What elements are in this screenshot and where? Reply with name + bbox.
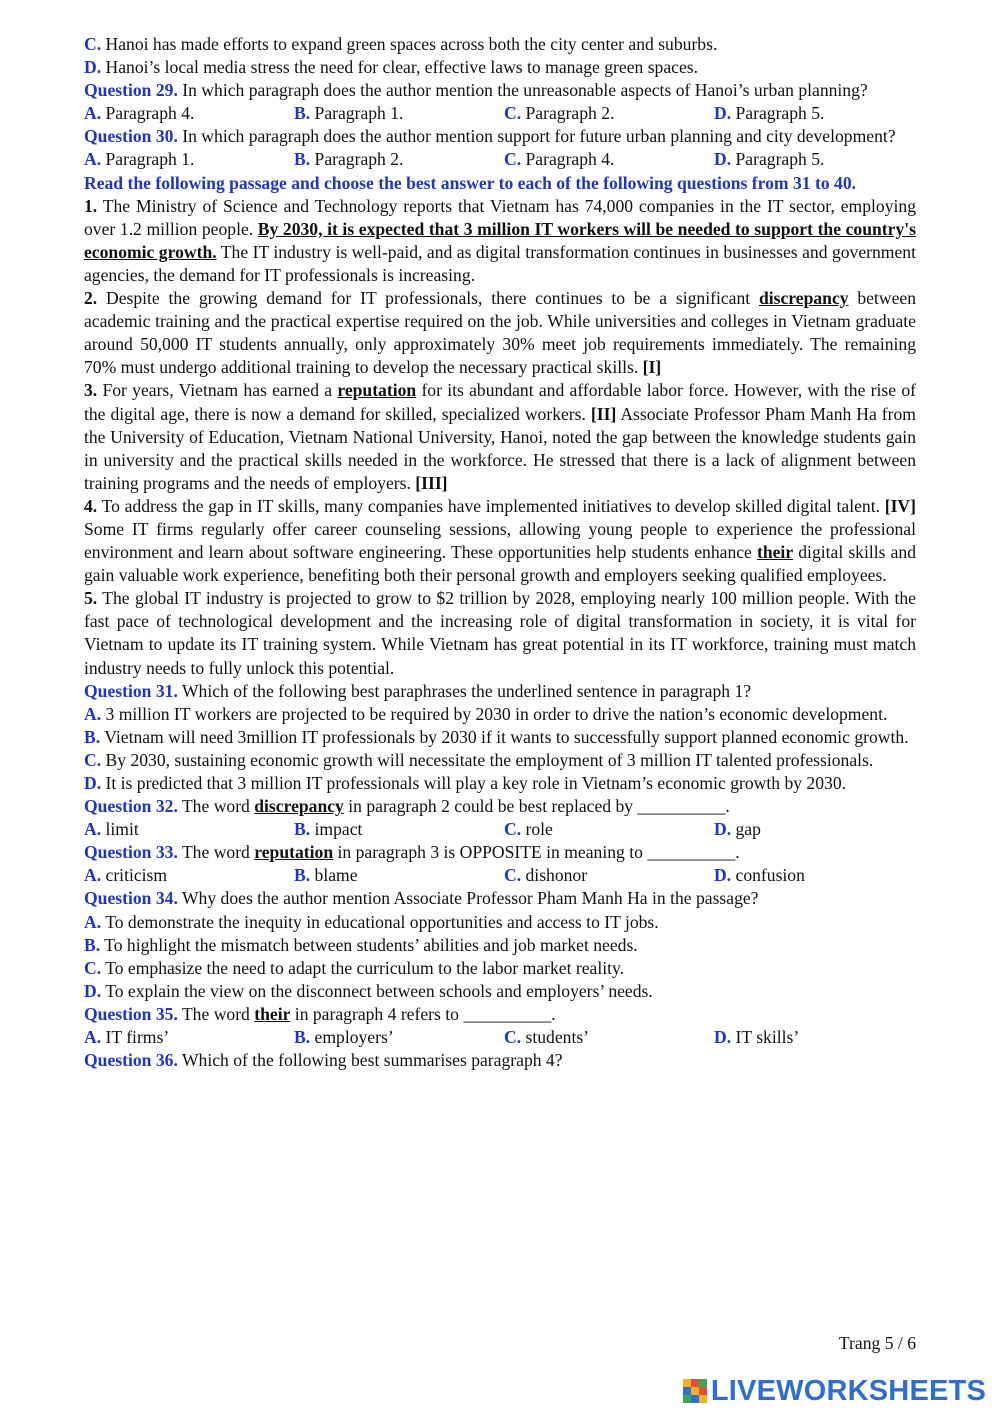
- q34-option-b[interactable]: B. To highlight the mismatch between students’ abilities and job market needs.: [84, 934, 638, 955]
- reading-instruction: Read the following passage and choose the best answer to each of the following questions from 31 to 40.: [84, 172, 857, 193]
- q32-option-c[interactable]: C. role: [504, 819, 553, 840]
- q31-option-b[interactable]: B. Vietnam will need 3million IT professionals by 2030 if it wants to successfully support planned economic growth.: [84, 726, 909, 747]
- q35-option-c[interactable]: C. students’: [504, 1027, 590, 1048]
- q31-option-c[interactable]: C. By 2030, sustaining economic growth will necessitate the employment of 3 million IT talented professionals.: [84, 749, 874, 770]
- question-30: Question 30. In which paragraph does the author mention support for future urban planning and city development?: [84, 126, 896, 147]
- q28-option-d: D. Hanoi’s local media stress the need for clear, effective laws to manage green spaces.: [84, 57, 699, 78]
- q30-option-c[interactable]: C. Paragraph 4.: [504, 149, 615, 170]
- q35-option-a[interactable]: A. IT firms’: [84, 1027, 170, 1048]
- q33-option-c[interactable]: C. dishonor: [504, 865, 588, 886]
- q33-option-b[interactable]: B. blame: [294, 865, 358, 886]
- q33-option-d[interactable]: D. confusion: [714, 865, 805, 886]
- page-number: Trang 5 / 6: [838, 1333, 916, 1353]
- question-35-options: [84, 1026, 916, 1049]
- q35-option-b[interactable]: B. employers’: [294, 1027, 394, 1048]
- passage-paragraph-5: 5. The global IT industry is projected to grow to $2 trillion by 2028, employing nearly 100 million people. With the fast pace of technological development and the increasing role of digital transformation in society, it is vital for Vietnam to update its IT training system. While Vietnam has great potential in its IT workforce, training must match industry needs to fully unlock this potential.: [84, 588, 916, 678]
- question-34: Question 34. Why does the author mention Associate Professor Pham Manh Ha in the passage?: [84, 888, 759, 909]
- question-35: Question 35. The word their in paragraph 4 refers to __________.: [84, 1003, 556, 1024]
- q30-option-d[interactable]: D. Paragraph 5.: [714, 149, 825, 170]
- question-29-options: [84, 102, 916, 125]
- passage-paragraph-2: 2. Despite the growing demand for IT professionals, there continues to be a significant discrepancy between academic training and the practical expertise required on the job. While universities and colleges in Vietnam graduate around 50,000 IT students annually, only approximately 30% meet job requirements immediately. The remaining 70% must undergo additional training to develop the necessary practical skills. [I]: [84, 288, 916, 378]
- q29-option-a[interactable]: A. Paragraph 4.: [84, 103, 195, 124]
- insert-marker-4: [IV]: [884, 495, 916, 516]
- passage-paragraph-4: 4. To address the gap in IT skills, many companies have implemented initiatives to develop skilled digital talent. [IV] Some IT firms regularly offer career counseling sessions, allowing young people to experience the professional environment and learn about software engineering. These opportunities help students enhance their digital skills and gain valuable work experience, benefiting both their personal growth and employers seeking qualified employees.: [84, 495, 916, 586]
- q34-option-c[interactable]: C. To emphasize the need to adapt the curriculum to the labor market reality.: [84, 957, 625, 978]
- passage-paragraph-1: 1. The Ministry of Science and Technology reports that Vietnam has 74,000 companies in the IT sector, employing over 1.2 million people. By 2030, it is expected that 3 million IT workers will be needed to support the country's economic growth. The IT industry is well-paid, and as digital transformation continues in businesses and government agencies, the demand for IT professionals is increasing.: [84, 195, 916, 285]
- q30-option-b[interactable]: B. Paragraph 2.: [294, 149, 404, 170]
- highlighted-word-their: their: [756, 542, 794, 563]
- liveworksheets-brand[interactable]: [683, 1376, 986, 1406]
- q32-option-b[interactable]: B. impact: [294, 819, 363, 840]
- question-33-options: [84, 864, 916, 887]
- q35-option-d[interactable]: D. IT skills’: [714, 1027, 800, 1048]
- q34-option-d[interactable]: D. To explain the view on the disconnect between schools and employers’ needs.: [84, 980, 653, 1001]
- highlighted-word-discrepancy: discrepancy: [758, 288, 849, 309]
- q29-option-b[interactable]: B. Paragraph 1.: [294, 103, 404, 124]
- underlined-sentence: By 2030, it is expected that 3 million IT workers will be needed to support the country's economic growth.: [84, 218, 916, 262]
- highlighted-word-reputation: reputation: [337, 380, 417, 401]
- q29-option-d[interactable]: D. Paragraph 5.: [714, 103, 825, 124]
- q33-option-a[interactable]: A. criticism: [84, 865, 168, 886]
- question-32: Question 32. The word discrepancy in paragraph 2 could be best replaced by __________.: [84, 796, 730, 817]
- q29-option-c[interactable]: C. Paragraph 2.: [504, 103, 615, 124]
- question-33: Question 33. The word reputation in paragraph 3 is OPPOSITE in meaning to __________.: [84, 842, 740, 863]
- question-31: Question 31. Which of the following best paraphrases the underlined sentence in paragraph 1?: [84, 680, 752, 701]
- insert-marker-2: [II]: [590, 403, 617, 424]
- q32-option-d[interactable]: D. gap: [714, 819, 761, 840]
- q32-option-a[interactable]: A. limit: [84, 819, 139, 840]
- insert-marker-3: [III]: [415, 472, 448, 493]
- worksheet-page: [84, 33, 916, 1072]
- question-32-options: [84, 818, 916, 841]
- brand-name: LIVEWORKSHEETS: [710, 1374, 986, 1407]
- q28-option-c: C. Hanoi has made efforts to expand green spaces across both the city center and suburbs.: [84, 34, 718, 54]
- liveworksheets-logo-icon: [683, 1379, 707, 1403]
- q34-option-a[interactable]: A. To demonstrate the inequity in educational opportunities and access to IT jobs.: [84, 911, 659, 932]
- passage-paragraph-3: 3. For years, Vietnam has earned a reputation for its abundant and affordable labor force. However, with the rise of the digital age, there is now a demand for skilled, specialized workers. [II] Associate Professor Pham Manh Ha from the University of Education, Vietnam National University, Hanoi, noted the gap between the knowledge students gain in university and the practical skills needed in the workforce. He stressed that there is a lack of alignment between training programs and the needs of employers. [III]: [84, 380, 916, 493]
- question-29: Question 29. In which paragraph does the author mention the unreasonable aspects of Hanoi’s urban planning?: [84, 80, 868, 101]
- q31-option-d[interactable]: D. It is predicted that 3 million IT professionals will play a key role in Vietnam’s economic growth by 2030.: [84, 773, 847, 793]
- q31-option-a[interactable]: A. 3 million IT workers are projected to be required by 2030 in order to drive the nation’s economic development.: [84, 703, 888, 724]
- question-30-options: [84, 148, 916, 171]
- insert-marker-1: [I]: [642, 357, 662, 378]
- question-36: Question 36. Which of the following best summarises paragraph 4?: [84, 1050, 563, 1071]
- q30-option-a[interactable]: A. Paragraph 1.: [84, 149, 195, 170]
